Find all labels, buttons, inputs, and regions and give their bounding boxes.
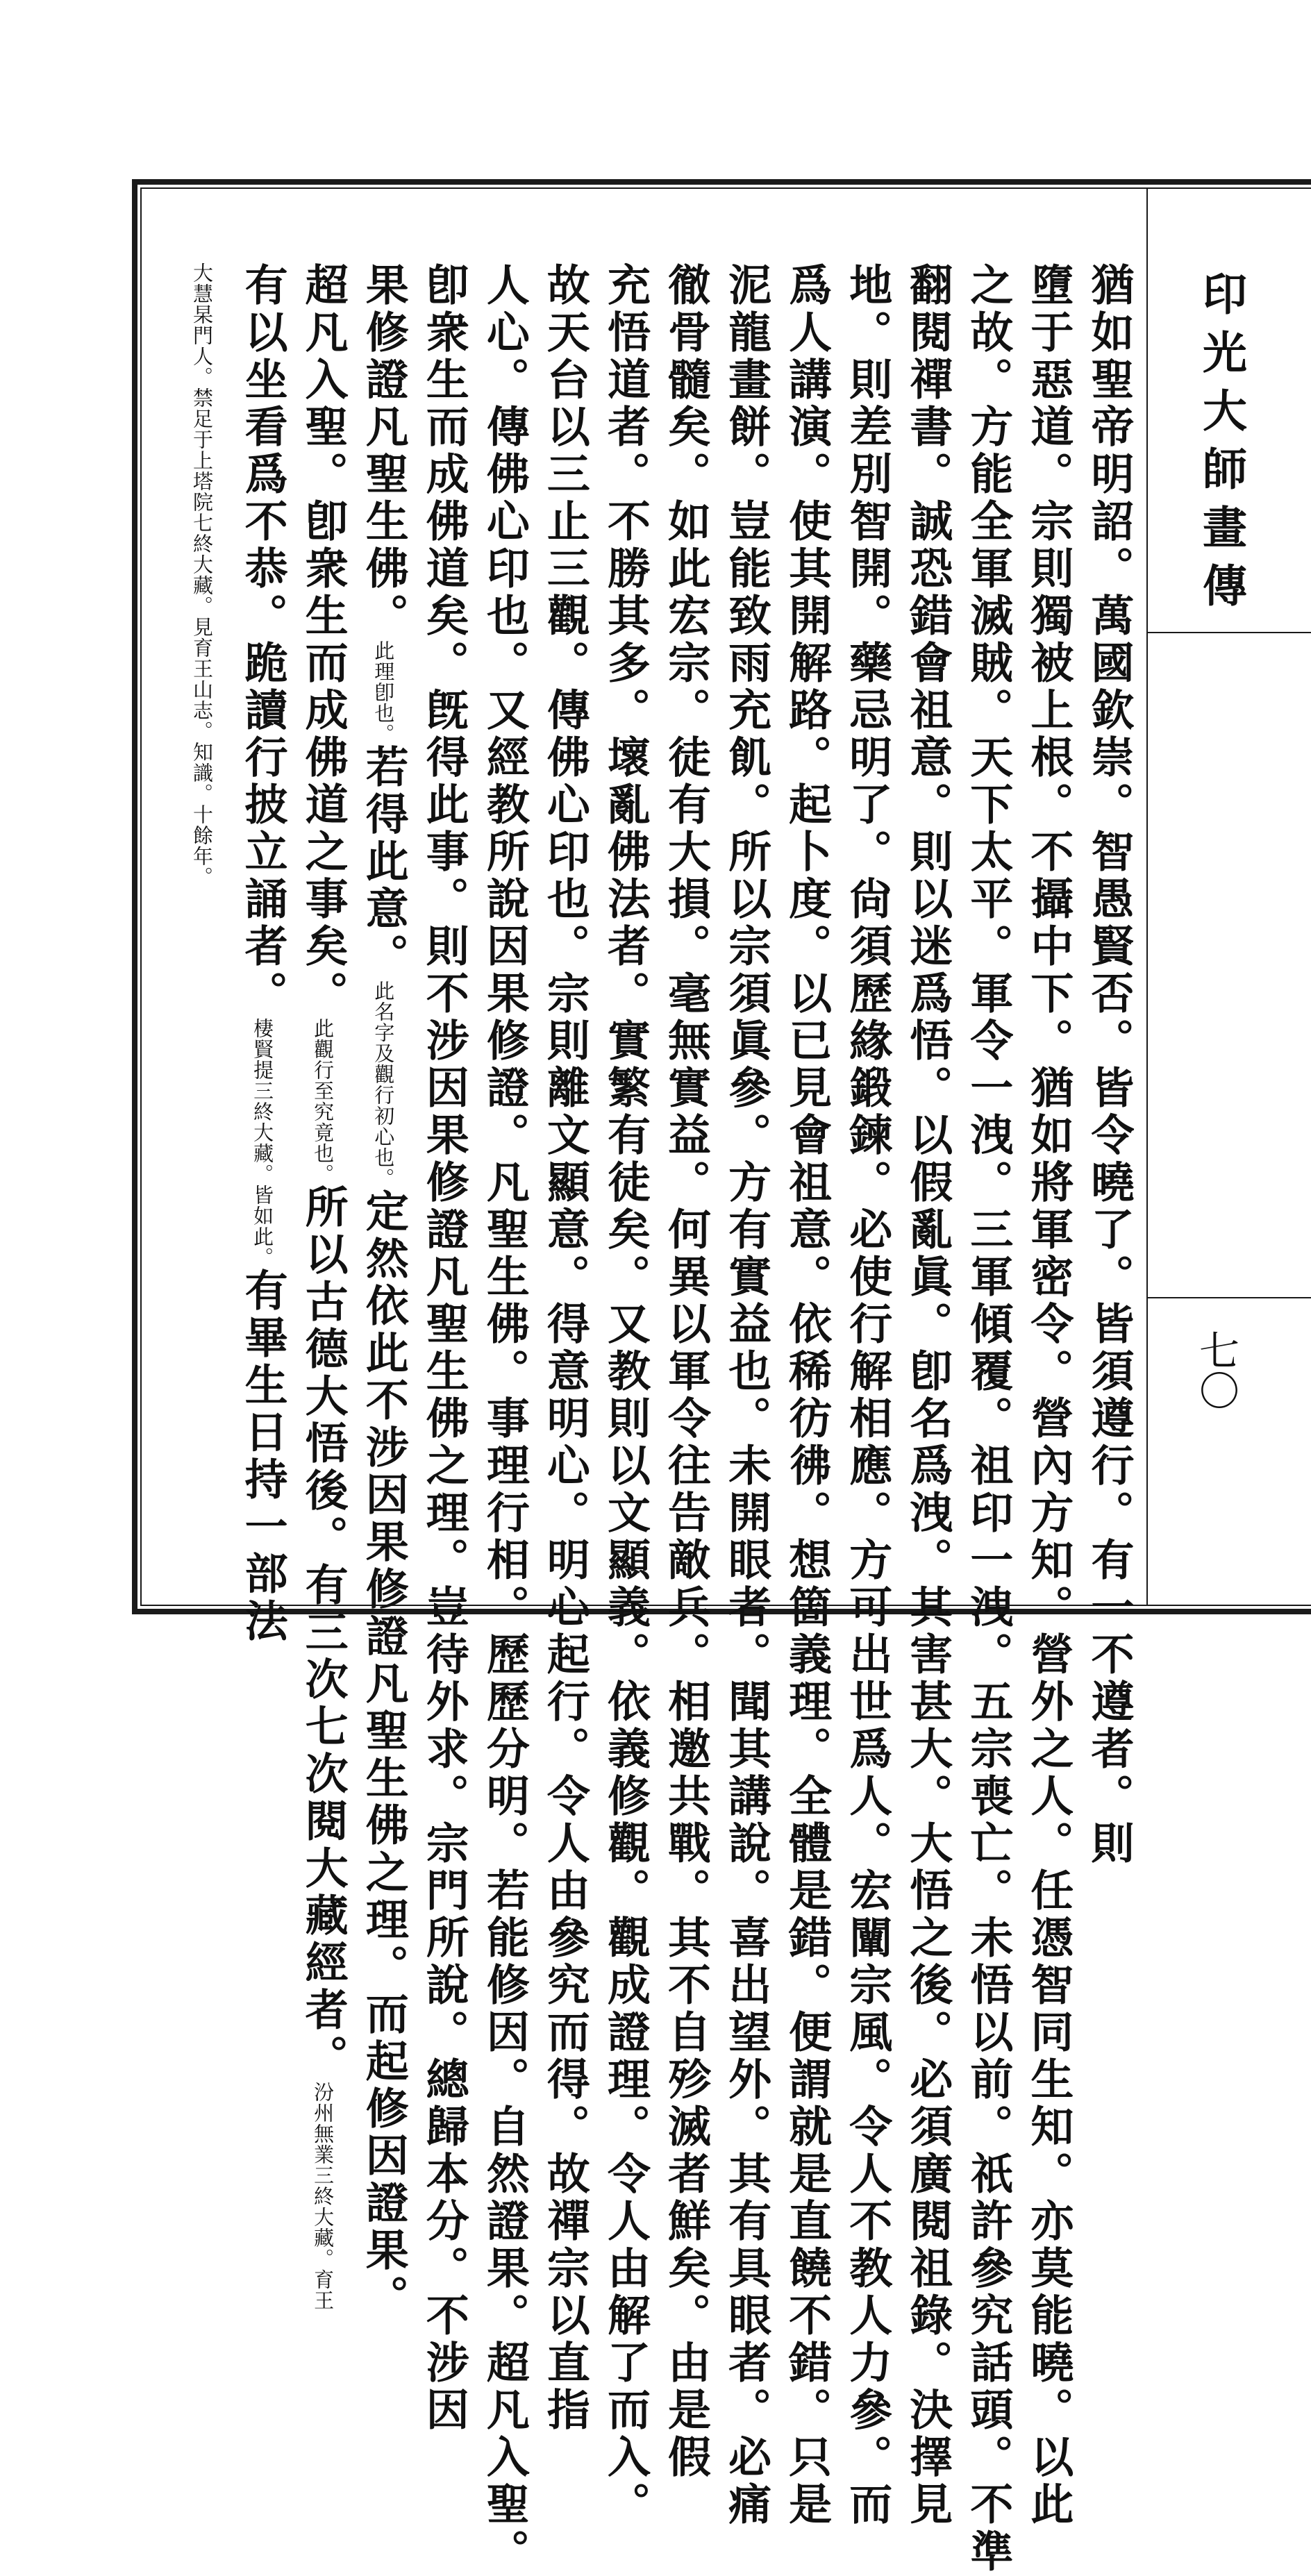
text-column: 翻閱禪書。誠恐錯會祖意。則以迷爲悟。以假亂眞。卽名爲洩。其害甚大。大悟之後。必須廣閱祖錄。決擇見 <box>902 262 953 2529</box>
text-column <box>172 262 224 1568</box>
text-column <box>233 262 289 1646</box>
column-text: 若得此意。 <box>358 744 410 980</box>
text-column: 故天台以三止三觀。傳佛心印也。宗則離文顯意。得意明心。明心起行。令人由參究而得。故禪宗以直指 <box>540 262 591 2434</box>
text-column: 卽衆生而成佛道矣。旣得此事。則不涉因果修證凡聖生佛之理。豈待外求。宗門所說。總歸本分。不涉因 <box>419 262 470 2434</box>
margin-divider <box>1146 189 1148 1605</box>
text-column <box>353 262 410 2322</box>
page-number: 七〇 <box>1192 1330 1239 1410</box>
annotation-note: 棲賢提三終大藏。皆如此。 <box>251 1018 275 1268</box>
text-column: 墮于惡道。宗則獨被上根。不攝中下。猶如將軍密令。營內方知。營外之人。任憑智同生知。亦莫能曉。以此 <box>1023 262 1074 2529</box>
text-column: 泥龍畫餅。豈能致雨充飢。所以宗須眞參。方有實益也。未開眼者。聞其講說。喜出望外。其有具眼者。必痛 <box>721 262 772 2529</box>
text-body <box>172 262 1135 2576</box>
margin-rule-top <box>1148 632 1311 633</box>
text-column: 之故。方能全軍滅賊。天下太平。軍令一洩。三軍傾覆。祖印一洩。五宗喪亡。未悟以前。祇許參究話頭。不準 <box>962 262 1014 2576</box>
column-text: 超凡入聖。卽衆生而成佛道之事矣。 <box>298 262 349 1018</box>
text-column: 徹骨髓矣。如此宏宗。徒有大損。毫無實益。何異以軍令往告敵兵。相邀共戰。其不自殄滅者鮮矣。由是假 <box>660 262 712 2482</box>
margin-rule-bottom <box>1148 1297 1311 1298</box>
column-text: 所以古德大悟後。有三次七次閱大藏經者。 <box>298 1185 349 2082</box>
column-text: 定然依此不涉因果修證凡聖生佛之理。而起修因證果。 <box>358 1189 410 2322</box>
column-text: 有畢生日持一部法 <box>237 1268 289 1646</box>
annotation-note: 汾州無業三終大藏。育王 <box>311 2082 335 2311</box>
annotation-note: 此觀行至究竟也。 <box>311 1018 335 1185</box>
column-text: 果修證凡聖生佛。 <box>358 262 410 640</box>
text-column: 地。則差別智開。藥忌明了。尙須歷緣鍛鍊。必使行解相應。方可出世爲人。宏闡宗風。令人不教人力參。而 <box>842 262 893 2529</box>
text-column: 猶如聖帝明詔。萬國欽崇。智愚賢否。皆令曉了。皆須遵行。有一不遵者。則 <box>1083 262 1135 1868</box>
text-column <box>293 262 349 2311</box>
text-column: 充悟道者。不勝其多。壞亂佛法者。實繁有徒矣。又教則以文顯義。依義修觀。觀成證理。令人由解了而入。 <box>600 262 651 2529</box>
annotation-note: 大慧杲門人。禁足于上塔院七終大藏。見育王山志。 <box>190 262 214 742</box>
annotation-note: 知識。十餘年。 <box>190 742 214 887</box>
annotation-note: 此名字及觀行初心也。 <box>371 980 396 1189</box>
book-title: 印光大師畫傳 <box>1195 271 1247 621</box>
text-column: 爲人講演。使其開解路。起卜度。以已見會祖意。依稀彷彿。想箇義理。全體是錯。便謂就是直饒不錯。只是 <box>781 262 833 2529</box>
annotation-note: 此理卽也。 <box>371 640 396 744</box>
column-text: 有以坐看爲不恭。跪讀行披立誦者。 <box>237 262 289 1018</box>
text-column: 人心。傳佛心印也。又經教所說因果修證。凡聖生佛。事理行相。歷歷分明。若能修因。自然證果。超凡入聖。 <box>479 262 531 2576</box>
